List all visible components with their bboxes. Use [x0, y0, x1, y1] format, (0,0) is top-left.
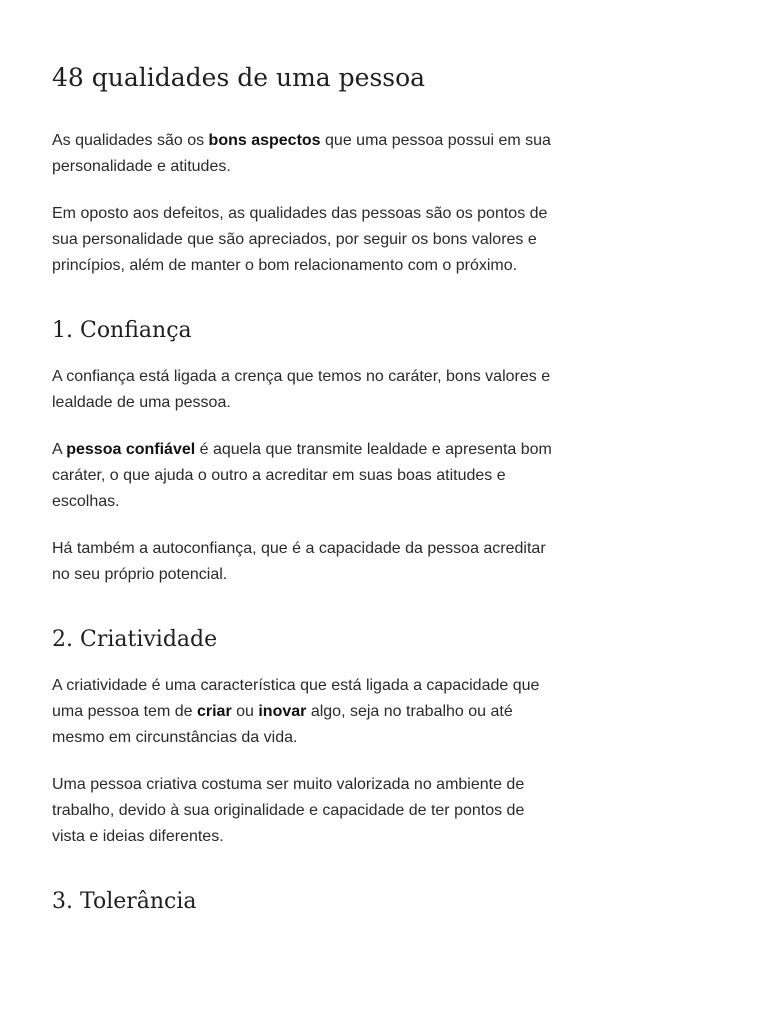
bold-term: bons aspectos [208, 132, 321, 149]
section-paragraph [52, 673, 552, 751]
section-paragraph: Uma pessoa criativa costuma ser muito valorizada no ambiente de trabalho, devido à sua originalidade e capacidade de ter pontos de vista e ideias diferentes. [52, 776, 525, 845]
article-title: 48 qualidades de uma pessoa [52, 63, 426, 92]
section-paragraph: Há também a autoconfiança, que é a capacidade da pessoa acreditar no seu próprio potencial. [52, 540, 546, 583]
text-run: A [52, 441, 67, 458]
text-run: ou [231, 703, 259, 720]
text-run: é aquela que transmite lealdade e apresenta bom caráter, o que ajuda o outro a acreditar em suas boas atitudes e escolhas. [52, 441, 552, 510]
intro-paragraph [52, 128, 552, 180]
text-run: A criatividade é uma característica que está ligada a capacidade que uma pessoa tem de [52, 677, 540, 720]
bold-term: criar [196, 703, 232, 720]
article [52, 58, 552, 918]
bold-term: pessoa confiável [66, 441, 196, 458]
section-paragraph: A confiança está ligada a crença que temos no caráter, bons valores e lealdade de uma pessoa. [52, 368, 551, 411]
section-heading-criatividade: 2. Criatividade [52, 627, 218, 652]
section-heading-tolerancia: 3. Tolerância [52, 889, 197, 914]
text-run: que uma pessoa possui em sua personalidade e atitudes. [52, 132, 551, 175]
text-run: algo, seja no trabalho ou até mesmo em circunstâncias da vida. [52, 703, 513, 746]
section-paragraph [52, 437, 552, 515]
bold-term: inovar [258, 703, 307, 720]
intro-paragraph: Em oposto aos defeitos, as qualidades das pessoas são os pontos de sua personalidade que são apreciados, por seguir os bons valores e princípios, além de manter o bom relacionamento com o próximo. [52, 205, 548, 274]
section-heading-confianca: 1. Confiança [52, 318, 192, 343]
text-run: As qualidades são os [52, 132, 209, 149]
